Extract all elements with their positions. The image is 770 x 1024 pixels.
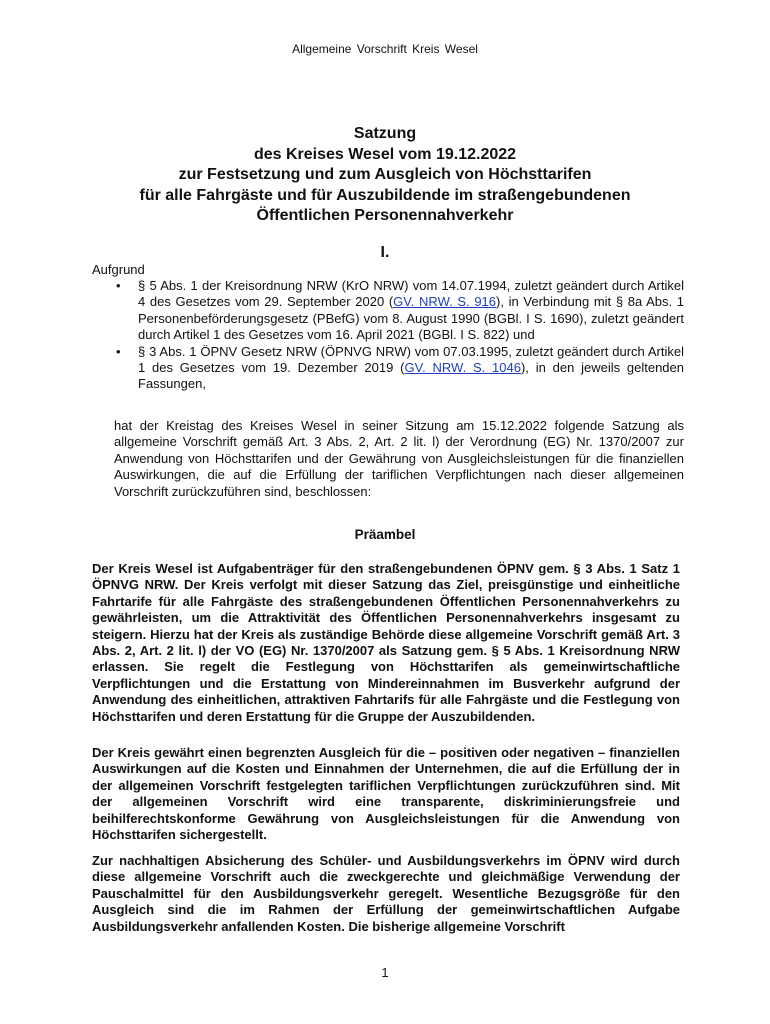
title-line-2: des Kreises Wesel vom 19.12.2022: [253, 145, 517, 163]
title-line-5: Öffentlichen Personennahverkehr: [256, 207, 514, 224]
legal-basis-item: • § 3 Abs. 1 ÖPNV Gesetz NRW (ÖPNVG NRW) vom 07.03.1995, zuletzt geändert durch Artikel 1 des Gesetzes vom 19. Dezember 2019 (GV. NRW. S. 1046), in den jeweils geltenden Fassungen,: [114, 344, 684, 393]
resolution-paragraph: hat der Kreistag des Kreises Wesel in seiner Sitzung am 15.12.2022 folgende Satzung als allgemeine Vorschrift gemäß Art. 3 Abs. 2, Art. 2 lit. l) der Verordnung (EG) Nr. 1370/2007 zur Anwendung von Höchsttarifen und der Gewährung von Ausgleichsleistungen für die finanziellen Auswirkungen, die auf die Erfüllung der tariflichen Verpflichtungen nach dieser allgemeinen Vorschrift zurückzuführen sind, beschlossen:: [114, 418, 684, 499]
law-gazette-link[interactable]: GV. NRW. S. 1046: [404, 360, 521, 376]
preamble-paragraph: Der Kreis Wesel ist Aufgabenträger für den straßengebundenen ÖPNV gem. § 3 Abs. 1 Satz 1 ÖPNVG NRW. Der Kreis verfolgt mit dieser Satzung das Ziel, preisgünstige und einheitliche Fahrtarife für alle Fahrgäste des straßengebundenen Öffentlichen Personennahverkehrs zu gewährleisten, um die Attraktivität des Öffentlichen Personennahverkehrs insgesamt zu steigern. Hierzu hat der Kreis als zuständige Behörde diese allgemeine Vorschrift gemäß Art. 3 Abs. 2, Art. 2 lit. l) der VO (EG) Nr. 1370/2007 als Satzung gem. § 5 Abs. 1 Kreisordnung NRW erlassen. Sie regelt die Festlegung von Höchsttarifen als gemeinwirtschaftliche Verpflichtungen und die Erstattung von Mindereinnahmen im Busverkehr aufgrund der Anwendung des einheitlichen, attraktiven Fahrtarifs für alle Fahrgäste und die Festlegung von Höchsttarifen und deren Erstattung für die Gruppe der Auszubildenden.: [92, 561, 680, 724]
running-header: Allgemeine Vorschrift Kreis Wesel: [292, 42, 478, 56]
preamble-heading: Präambel: [354, 527, 416, 542]
preamble-paragraph: Der Kreis gewährt einen begrenzten Ausgleich für die – positiven oder negativen – finanziellen Auswirkungen auf die Kosten und Einnahmen der Unternehmen, die auf die Erfüllung der in der allgemeinen Vorschrift festgelegten tariflichen Verpflichtungen zurückzuführen sind. Mit der allgemeinen Vorschrift wird eine transparente, diskriminierungsfreie und beihilferechtskonforme Gewährung von Ausgleichsleistungen für die Anwendung von Höchsttarifen sichergestellt.: [92, 745, 680, 843]
law-gazette-link[interactable]: GV. NRW. S. 916: [393, 294, 497, 310]
title-line-1: Satzung: [353, 125, 417, 142]
legal-basis-list: [114, 278, 684, 393]
page-number: 1: [381, 965, 389, 980]
preamble-paragraph: Zur nachhaltigen Absicherung des Schüler- und Ausbildungsverkehrs im ÖPNV wird durch diese allgemeine Vorschrift auch die zweckgerechte und gleichmäßige Verwendung der Pauschalmittel für den Ausbildungsverkehr geregelt. Wesentliche Bezugsgröße für den Ausgleich sind die im Rahmen der Erfüllung der gemeinwirtschaftlichen Aufgabe Ausbildungsverkehr anfallenden Kosten. Die bisherige allgemeine Vorschrift: [92, 853, 680, 934]
title-line-3: zur Festsetzung und zum Ausgleich von Höchsttarifen: [178, 166, 592, 183]
section-numeral: I.: [380, 244, 390, 261]
legal-basis-item: • § 5 Abs. 1 der Kreisordnung NRW (KrO NRW) vom 14.07.1994, zuletzt geändert durch Artikel 4 des Gesetzes vom 29. September 2020 (GV. NRW. S. 916), in Verbindung mit § 8a Abs. 1 Personenbeförderungsgesetz (PBefG) vom 8. August 1990 (BGBl. I S. 1690), zuletzt geändert durch Artikel 1 des Gesetzes vom 16. April 2021 (BGBl. I S. 822) und: [114, 278, 684, 344]
title-line-4: für alle Fahrgäste und für Auszubildende im straßengebundenen: [139, 186, 631, 204]
document-title: [70, 124, 700, 227]
intro-word: Aufgrund: [92, 262, 145, 277]
